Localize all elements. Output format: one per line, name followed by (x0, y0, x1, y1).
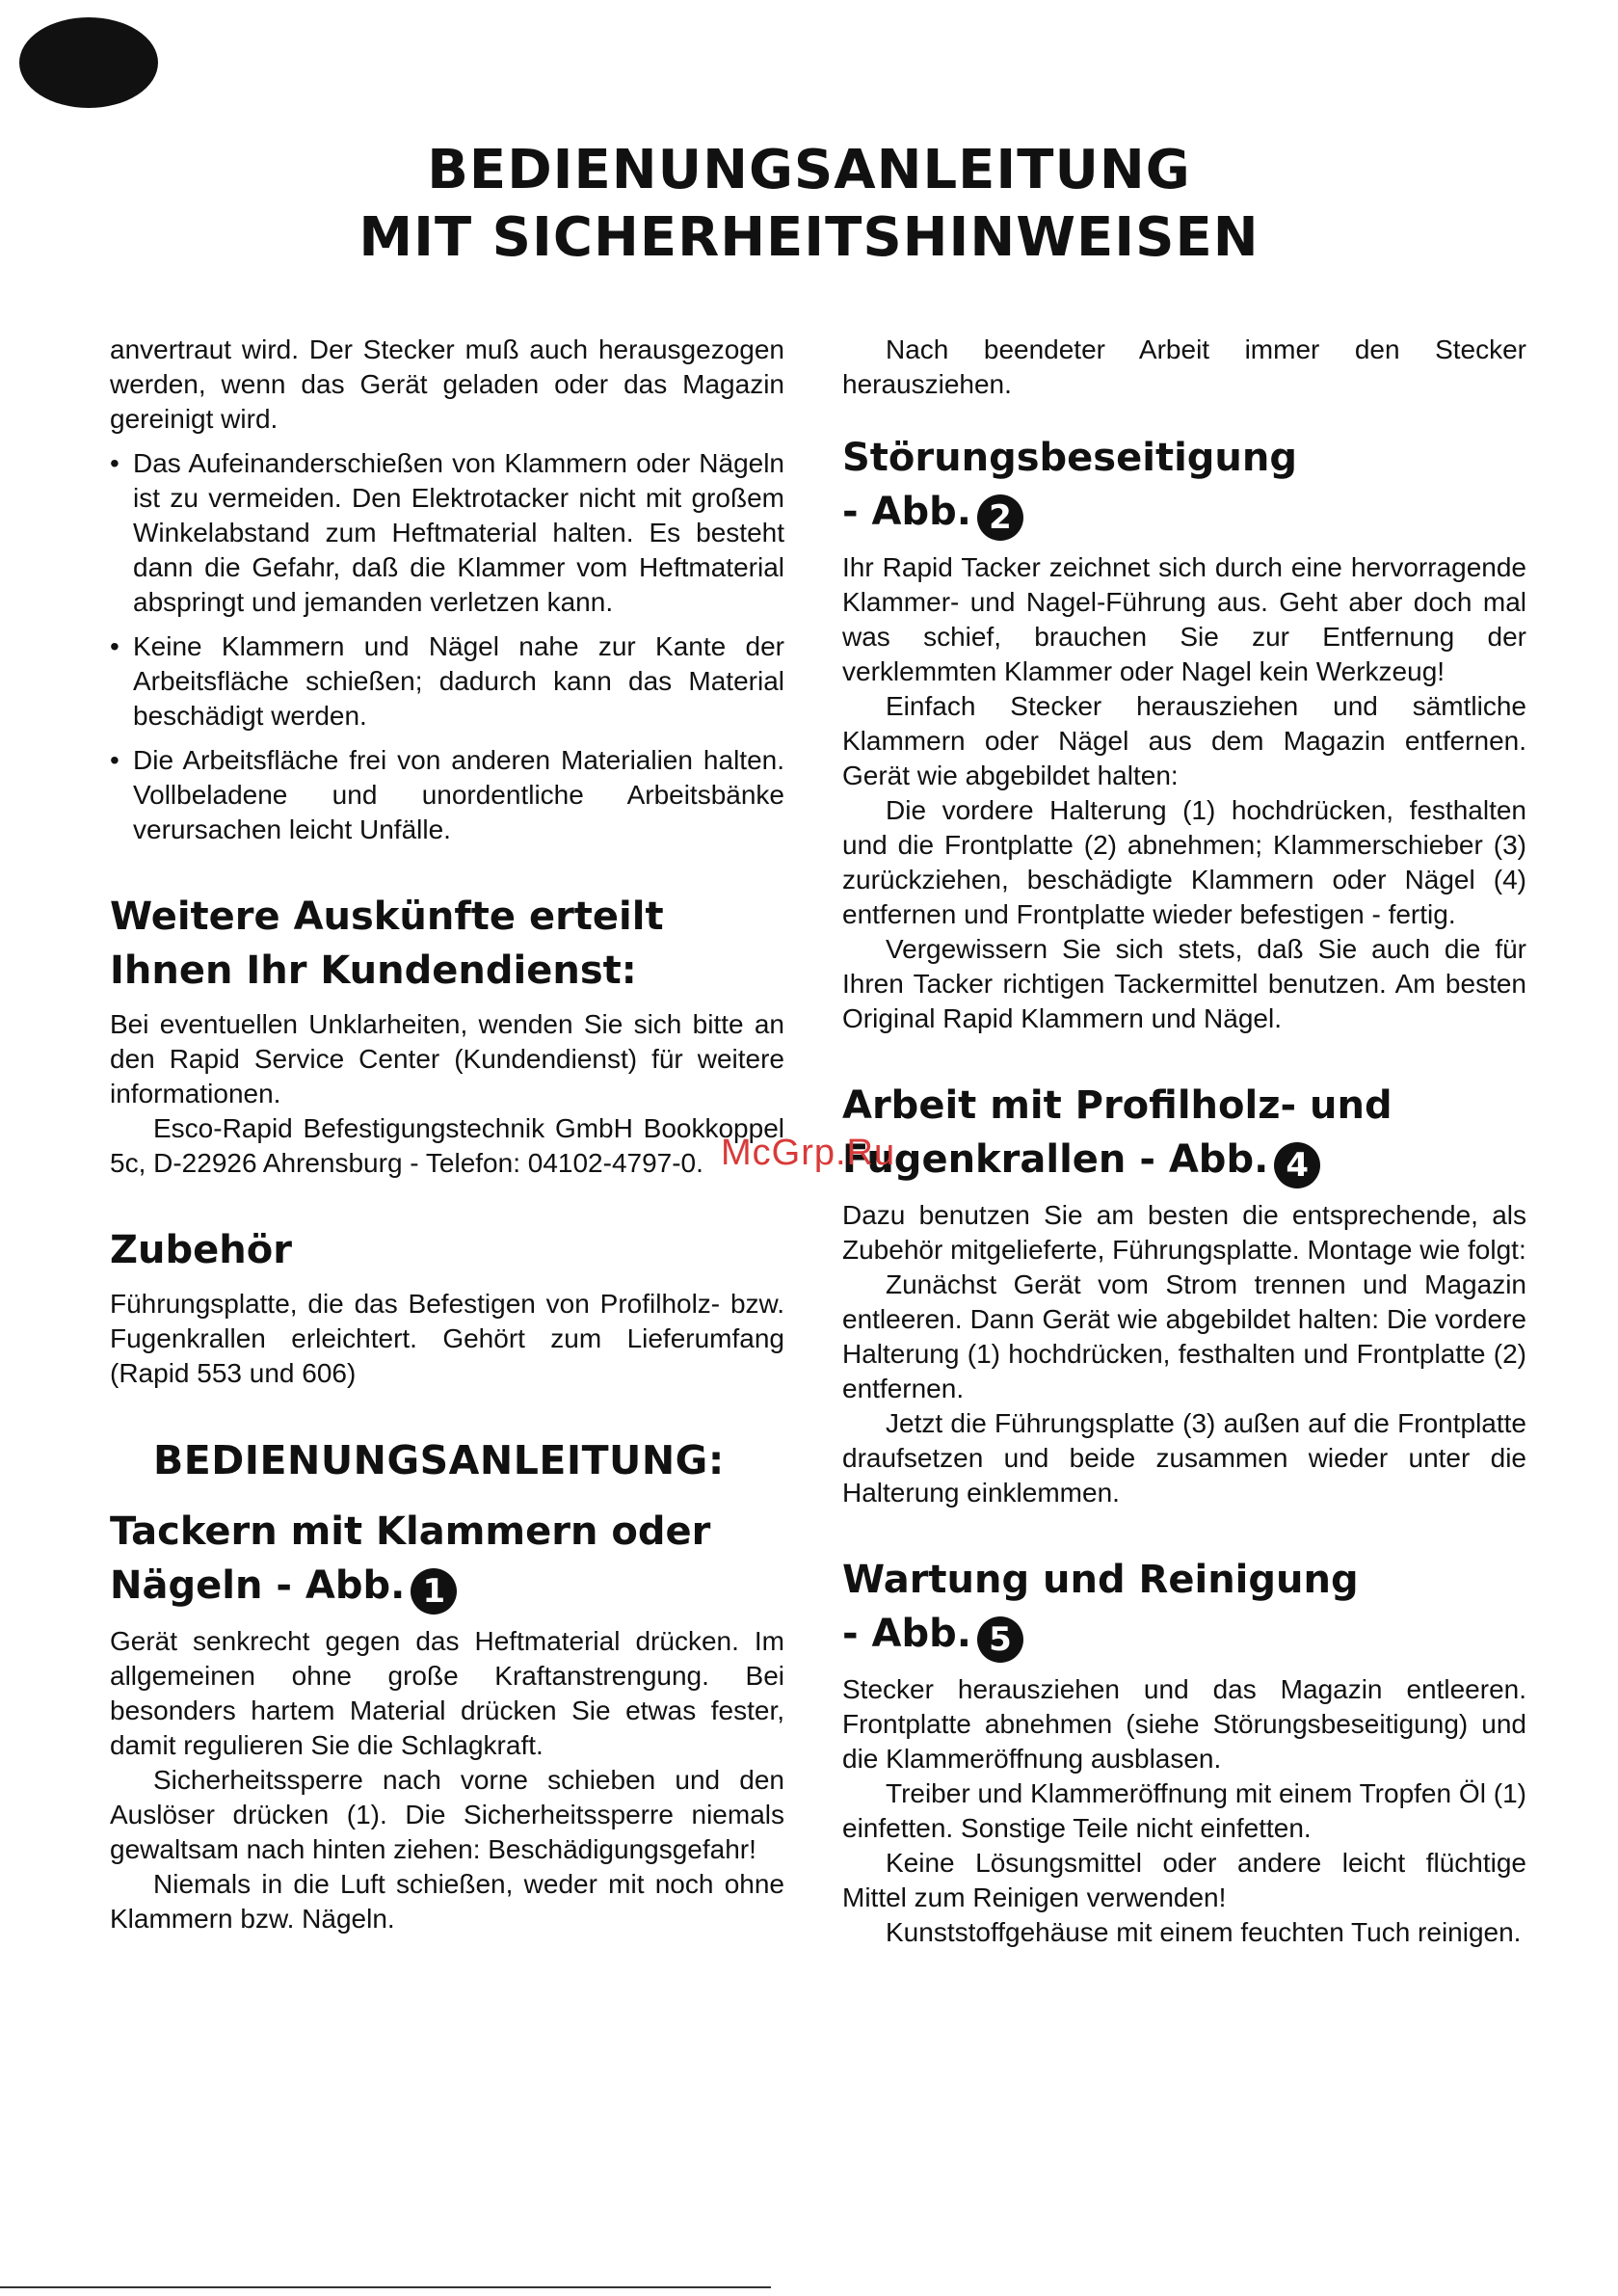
bullet-item: • Das Aufeinanderschießen von Klammern oder Nägeln ist zu vermeiden. Den Elektrotacker nicht mit großem Winkelabstand zum Heftmaterial halten. Es besteht dann die Gefahr, daß die Klammer vom Heftmaterial abspringt und jemanden verletzen kann. (110, 446, 784, 620)
tackern-paragraph-3: Niemals in die Luft schießen, weder mit noch ohne Klammern bzw. Nägeln. (110, 1869, 784, 1934)
stoerung-paragraph-2: Einfach Stecker herausziehen und sämtliche Klammern oder Nägel aus dem Magazin entfernen. Gerät wie abgebildet halten: (842, 691, 1526, 790)
figure-number-badge: 1 (411, 1568, 457, 1615)
stoerung-paragraph-3: Die vordere Halterung (1) hochdrücken, festhalten und die Frontplatte (2) abnehmen; Klammerschieber (3) zurückziehen, beschädigte Klammern oder Nägel (4) entfernen und Frontplatte wieder befestigen - fertig. (842, 795, 1526, 929)
profilholz-heading: Arbeit mit Profilholz- und Fugenkrallen - Abb. 4 (842, 1079, 1526, 1188)
profilholz-paragraph-1: Dazu benutzen Sie am besten die entsprechende, als Zubehör mitgelieferte, Führungsplatte. Montage wie folgt: (842, 1200, 1526, 1265)
profilholz-paragraph-2: Zunächst Gerät vom Strom trennen und Magazin entleeren. Dann Gerät wie abgebildet halten: Die vordere Halterung (1) hochdrücken, festhalten und Frontplatte (2) entfernen. (842, 1269, 1526, 1403)
figure-number-badge: 4 (1274, 1142, 1320, 1188)
kundendienst-address: Esco-Rapid Befestigungstechnik GmbH Bookkoppel 5c, D-22926 Ahrensburg - Telefon: 04102-4797-0. (110, 1113, 784, 1178)
kundendienst-paragraph: Bei eventuellen Unklarheiten, wenden Sie sich bitte an den Rapid Service Center (Kundendienst) für weitere informationen. (110, 1009, 784, 1108)
safety-bullet-list (110, 446, 784, 847)
wartung-paragraph-4: Kunststoffgehäuse mit einem feuchten Tuch reinigen. (886, 1917, 1522, 1947)
wartung-paragraph-3: Keine Lösungsmittel oder andere leicht flüchtige Mittel zum Reinigen verwenden! (842, 1848, 1526, 1912)
stoerung-heading: Störungsbeseitigung - Abb. 2 (842, 431, 1526, 541)
zubehoer-paragraph: Führungsplatte, die das Befestigen von Profilholz- bzw. Fugenkrallen erleichtert. Gehört zum Lieferumfang (Rapid 553 und 606) (110, 1289, 784, 1388)
left-intro-paragraph: anvertraut wird. Der Stecker muß auch herausgezogen werden, wenn das Gerät geladen oder das Magazin gereinigt wird. (110, 334, 784, 434)
wartung-paragraph-1: Stecker herausziehen und das Magazin entleeren. Frontplatte abnehmen (siehe Störungsbeseitigung) und die Klammeröffnung ausblasen. (842, 1674, 1526, 1774)
kundendienst-heading: Weitere Auskünfte erteilt Ihnen Ihr Kundendienst: (110, 894, 664, 993)
right-intro-paragraph: Nach beendeter Arbeit immer den Stecker herausziehen. (842, 334, 1526, 399)
stoerung-paragraph-1: Ihr Rapid Tacker zeichnet sich durch eine hervorragende Klammer- und Nagel-Führung aus. Geht aber doch mal was schief, brauchen Sie zur Entfernung der verklemmten Klammer oder Nagel kein Werkzeug! (842, 552, 1526, 686)
figure-number-badge: 5 (977, 1616, 1023, 1663)
corner-black-dot (19, 17, 158, 108)
left-column (110, 333, 784, 1936)
zubehoer-heading: Zubehör (110, 1228, 292, 1272)
right-column (842, 333, 1526, 1950)
site-watermark: McGrp.Ru (721, 1133, 896, 1173)
figure-number-badge: 2 (977, 494, 1023, 541)
tackern-paragraph-1: Gerät senkrecht gegen das Heftmaterial drücken. Im allgemeinen ohne große Kraftanstrengung. Bei besonders hartem Material drücken Sie etwas fester, damit regulieren Sie die Schlagkraft. (110, 1626, 784, 1760)
profilholz-paragraph-3: Jetzt die Führungsplatte (3) außen auf die Frontplatte draufsetzen und beide zusammen wieder unter die Halterung einklemmen. (842, 1408, 1526, 1508)
title-line-1: BEDIENUNGSANLEITUNG (427, 138, 1191, 201)
wartung-heading: Wartung und Reinigung - Abb. 5 (842, 1553, 1526, 1663)
tackern-paragraph-2: Sicherheitssperre nach vorne schieben und den Auslöser drücken (1). Die Sicherheitssperre niemals gewaltsam nach hinten ziehen: Beschädigungsgefahr! (110, 1765, 784, 1864)
bottom-divider (0, 2286, 771, 2288)
bedienung-heading: BEDIENUNGSANLEITUNG: (153, 1437, 725, 1483)
bullet-item: • Die Arbeitsfläche frei von anderen Materialien halten. Vollbeladene und unordentliche Arbeitsbänke verursachen leicht Unfälle. (110, 743, 784, 847)
tackern-heading: Tackern mit Klammern oder Nägeln - Abb. 1 (110, 1505, 784, 1615)
stoerung-paragraph-4: Vergewissern Sie sich stets, daß Sie auch die für Ihren Tacker richtigen Tackermittel benutzen. Am besten Original Rapid Klammern und Nägel. (842, 934, 1526, 1033)
page-title (0, 137, 1618, 272)
bullet-item: • Keine Klammern und Nägel nahe zur Kante der Arbeitsfläche schießen; dadurch kann das Material beschädigt werden. (110, 629, 784, 734)
title-line-2: MIT SICHERHEITSHINWEISEN (358, 205, 1260, 269)
wartung-paragraph-2: Treiber und Klammeröffnung mit einem Tropfen Öl (1) einfetten. Sonstige Teile nicht einfetten. (842, 1778, 1526, 1843)
